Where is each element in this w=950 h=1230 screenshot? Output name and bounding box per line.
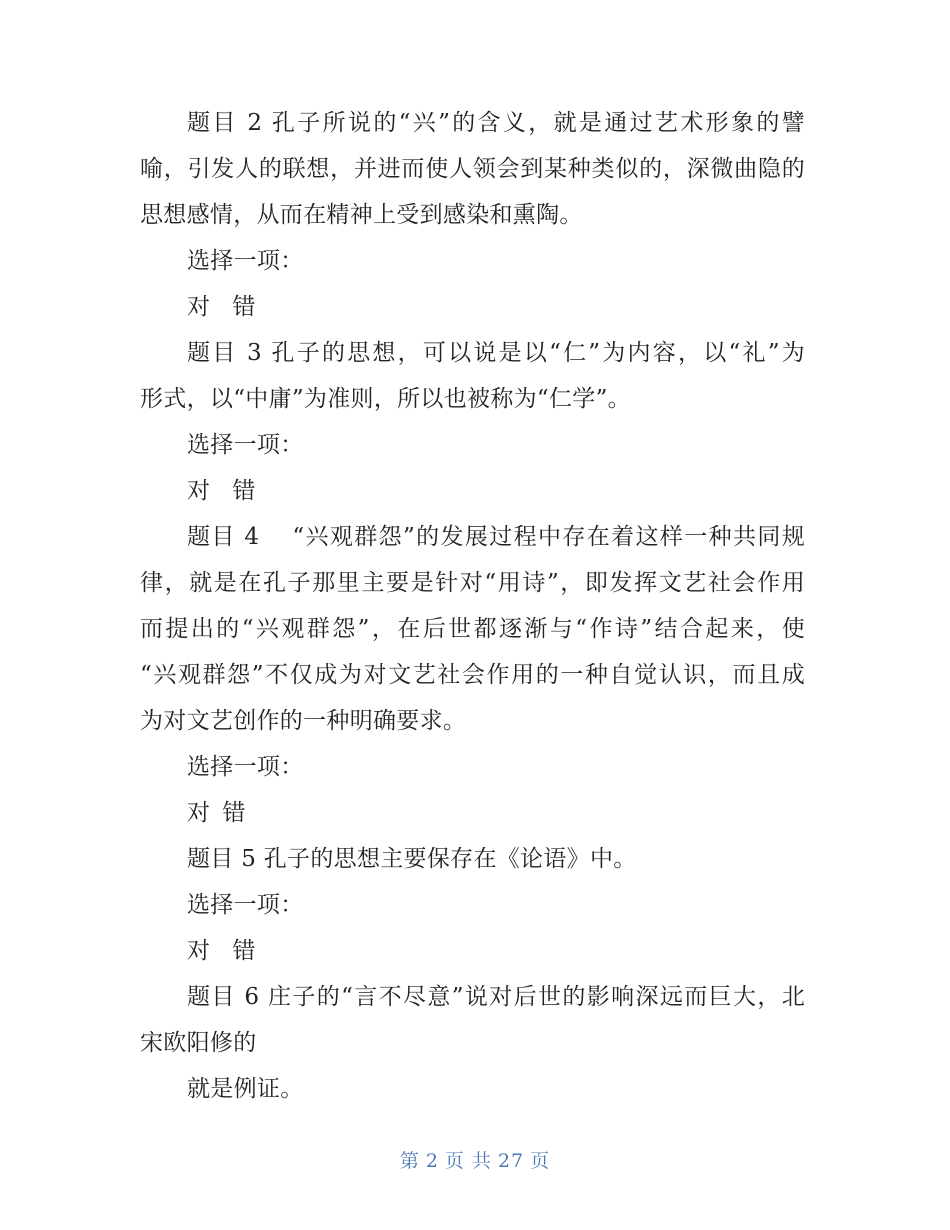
question-3-prompt: 选择一项： (187, 432, 304, 458)
question-4-option-true[interactable]: 对 (187, 800, 211, 826)
question-4-line-4: “兴观群怨”不仅成为对文艺社会作用的一种自觉认识，而且成 (140, 662, 805, 688)
question-4-line-5: 为对文艺创作的一种明确要求。 (140, 708, 467, 734)
question-3-line-1: 题目 3 孔子的思想，可以说是以“仁”为内容，以“礼”为 (187, 340, 805, 366)
question-5-option-false[interactable]: 错 (232, 938, 256, 964)
question-2-prompt: 选择一项： (187, 248, 304, 274)
question-3-option-true[interactable]: 对 (187, 478, 211, 504)
footer-prefix: 第 (399, 1150, 420, 1172)
footer-page-number: 2 (425, 1150, 439, 1172)
question-4-line-1: 题目 4 “兴观群怨”的发展过程中存在着这样一种共同规 (187, 524, 805, 550)
question-3-options (140, 468, 805, 514)
document-content (140, 100, 805, 1112)
question-5-prompt: 选择一项： (187, 892, 304, 918)
footer-middle: 页 共 (444, 1150, 492, 1172)
question-5-option-true[interactable]: 对 (187, 938, 211, 964)
question-4-options (140, 790, 805, 836)
question-5-options (140, 928, 805, 974)
question-4-option-false[interactable]: 错 (222, 800, 246, 826)
question-2-option-false[interactable]: 错 (232, 294, 256, 320)
page-footer (0, 1146, 950, 1173)
question-2-option-true[interactable]: 对 (187, 294, 211, 320)
question-4-line-2: 律，就是在孔子那里主要是针对“用诗”，即发挥文艺社会作用 (140, 570, 805, 596)
question-6-line-1: 题目 6 庄子的“言不尽意”说对后世的影响深远而巨大，北 (187, 984, 805, 1010)
question-3-option-false[interactable]: 错 (232, 478, 256, 504)
question-3-line-2: 形式，以“中庸”为准则，所以也被称为“仁学”。 (140, 386, 631, 412)
footer-suffix: 页 (530, 1150, 551, 1172)
question-2-line-2: 喻，引发人的联想，并进而使人领会到某种类似的，深微曲隐的 (140, 156, 805, 182)
question-5-line-1: 题目 5 孔子的思想主要保存在《论语》中。 (187, 846, 637, 872)
question-4-prompt: 选择一项： (187, 754, 304, 780)
question-2-line-3: 思想感情，从而在精神上受到感染和熏陶。 (140, 202, 583, 228)
question-2-line-1: 题目 2 孔子所说的“兴”的含义，就是通过艺术形象的譬 (187, 110, 805, 136)
question-4-line-3: 而提出的“兴观群怨”，在后世都逐渐与“作诗”结合起来，使 (140, 616, 805, 642)
question-2-options (140, 284, 805, 330)
question-6-line-2: 宋欧阳修的 (140, 1030, 257, 1056)
footer-total-pages: 27 (497, 1150, 525, 1172)
question-6-line-3: 就是例证。 (187, 1076, 304, 1102)
